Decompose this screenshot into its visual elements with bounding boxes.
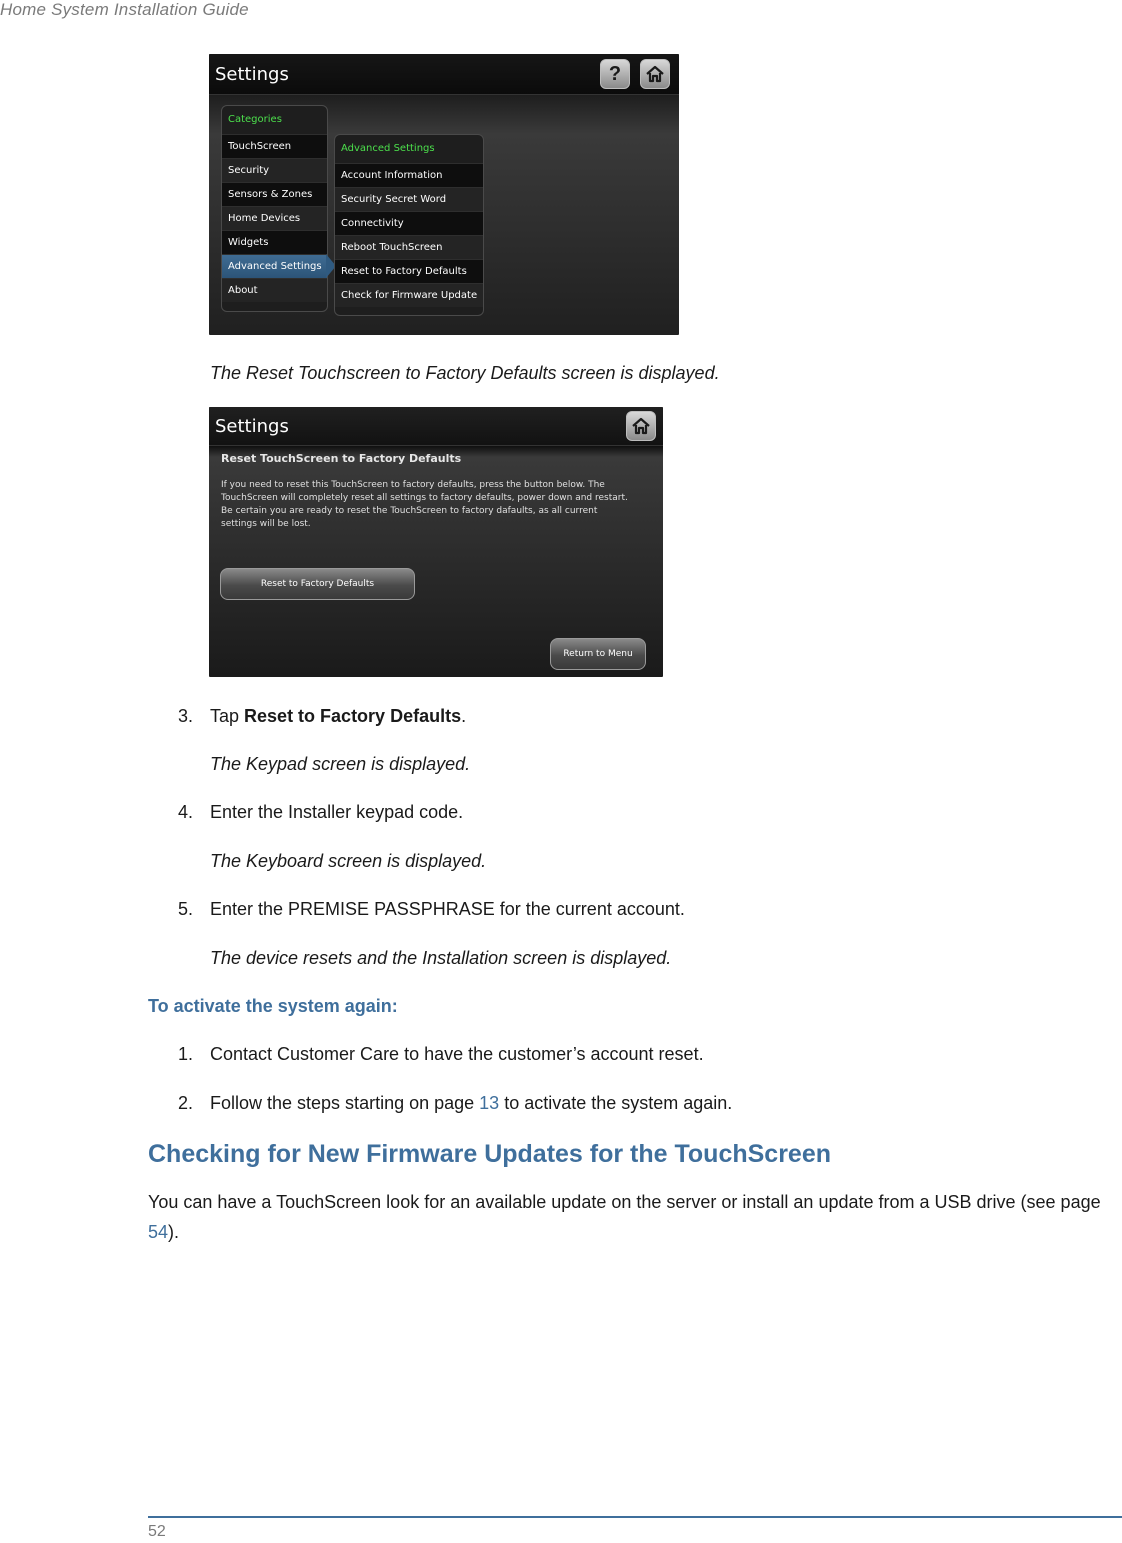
advanced-item-reboot-touchscreen[interactable]: Reboot TouchScreen (335, 235, 483, 259)
page-link[interactable]: 54 (148, 1222, 169, 1242)
activate-subheading: To activate the system again: (148, 996, 398, 1016)
step-text: Follow the steps starting on page 13 to activate the system again. (210, 1093, 733, 1113)
step-number: 5. (178, 899, 194, 919)
advanced-item-security-secret-word[interactable]: Security Secret Word (335, 187, 483, 211)
caption-reset-screen: The Reset Touchscreen to Factory Defaults screen is displayed. (210, 363, 720, 383)
page-link[interactable]: 13 (479, 1093, 500, 1113)
home-icon[interactable] (640, 59, 670, 89)
category-item-touchscreen[interactable]: TouchScreen (222, 134, 327, 158)
reset-description: If you need to reset this TouchScreen to factory defaults, press the button below. The TouchScreen will completely reset all settings to factory defaults, power down and restart. Be certain you are ready to reset the TouchScreen to factory dafaults, as all current settings will be lost. (221, 480, 628, 529)
category-item-home-devices[interactable]: Home Devices (222, 206, 327, 230)
step-3-result: The Keypad screen is displayed. (210, 754, 471, 774)
advanced-item-reset-factory-defaults[interactable]: Reset to Factory Defaults (335, 259, 483, 283)
page-number: 52 (148, 1523, 166, 1540)
settings-screenshot-advanced (209, 54, 679, 335)
category-item-about[interactable]: About (222, 278, 327, 302)
footer-divider (148, 1516, 1122, 1518)
categories-panel (221, 105, 328, 312)
settings-titlebar (209, 407, 663, 446)
help-icon[interactable]: ? (600, 59, 630, 89)
step-4-result: The Keyboard screen is displayed. (210, 851, 487, 871)
step-number: 3. (178, 706, 194, 726)
home-icon[interactable] (626, 411, 656, 441)
category-item-widgets[interactable]: Widgets (222, 230, 327, 254)
step-text: Tap Reset to Factory Defaults. (210, 706, 467, 726)
category-item-sensors-zones[interactable]: Sensors & Zones (222, 182, 327, 206)
step-bold-label: Reset to Factory Defaults (244, 706, 462, 726)
advanced-settings-panel (334, 134, 484, 316)
step-number: 1. (178, 1044, 194, 1064)
advanced-item-account-information[interactable]: Account Information (335, 163, 483, 187)
settings-titlebar (209, 54, 679, 95)
step-number: 2. (178, 1093, 194, 1113)
category-item-security[interactable]: Security (222, 158, 327, 182)
categories-heading: Categories (228, 114, 282, 125)
settings-screenshot-reset (209, 407, 663, 677)
step-5-result: The device resets and the Installation screen is displayed. (210, 948, 672, 968)
return-to-menu-button[interactable]: Return to Menu (550, 638, 646, 670)
step-text: Contact Customer Care to have the customer’s account reset. (210, 1044, 704, 1064)
firmware-paragraph: You can have a TouchScreen look for an available update on the server or install an update from a USB drive (see page 54). (148, 1192, 1101, 1242)
advanced-item-check-firmware-update[interactable]: Check for Firmware Update (335, 283, 483, 307)
step-text: Enter the PREMISE PASSPHRASE for the current account. (210, 899, 685, 919)
reset-heading: Reset TouchScreen to Factory Defaults (221, 452, 462, 465)
advanced-settings-heading: Advanced Settings (341, 143, 435, 154)
settings-title: Settings (215, 416, 289, 437)
category-item-advanced-settings[interactable]: Advanced Settings (222, 254, 327, 278)
section-heading-firmware-updates: Checking for New Firmware Updates for the TouchScreen (148, 1140, 832, 1168)
reset-to-factory-defaults-button[interactable]: Reset to Factory Defaults (220, 568, 415, 600)
step-text: Enter the Installer keypad code. (210, 802, 464, 822)
settings-title: Settings (215, 64, 289, 85)
advanced-item-connectivity[interactable]: Connectivity (335, 211, 483, 235)
document-header-title: Home System Installation Guide (0, 0, 249, 19)
step-number: 4. (178, 802, 194, 822)
